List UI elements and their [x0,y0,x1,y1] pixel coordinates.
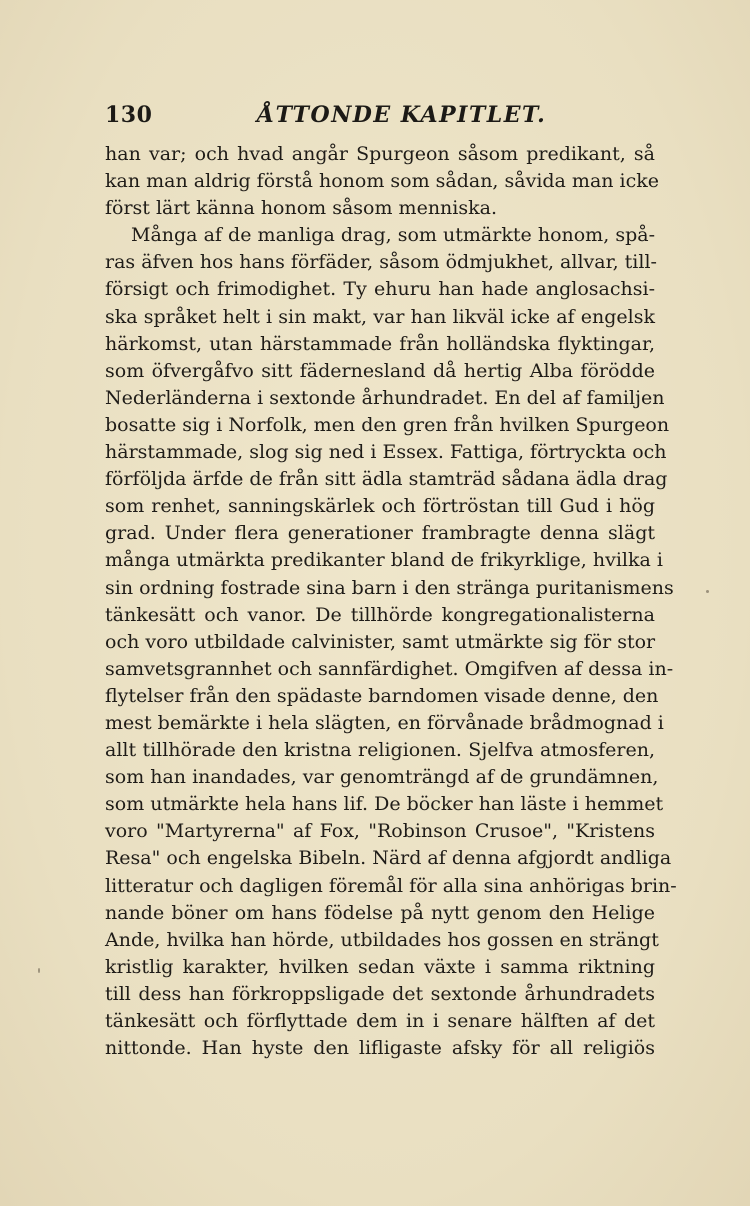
text-line: Många af de manliga drag, som utmärkte honom, spå- [131,224,655,247]
text-line: många utmärkta predikanter bland de frikyrklige, hvilka i [105,549,663,572]
body-text [105,141,677,1062]
text-line: till dess han förkroppsligade det sextonde århundradets [105,982,655,1005]
text-line: flytelser från den spädaste barndomen visade denne, den [105,684,659,707]
text-line: grad. Under flera generationer frambragte denna slägt [105,522,655,545]
text-line: allt tillhörade den kristna religionen. Sjelfva atmosferen, [105,739,655,762]
text-line: nande böner om hans födelse på nytt genom den Helige [105,901,655,924]
text-line: förföljda ärfde de från sitt ädla stamträd sådana ädla drag [105,468,668,491]
text-line: härstammade, slog sig ned i Essex. Fattiga, förtryckta och [105,441,667,464]
text-line: kristlig karakter, hvilken sedan växte i samma riktning [105,955,655,978]
paper-speck [38,968,40,973]
text-line: och voro utbildade calvinister, samt utmärkte sig för stor [105,630,656,653]
text-line: Ande, hvilka han hörde, utbildades hos gossen en strängt [105,928,659,951]
text-line: som renhet, sanningskärlek och förtröstan till Gud i hög [105,495,655,518]
text-line: försigt och frimodighet. Ty ehuru han hade anglosachsi- [105,278,655,301]
text-line: Resa" och engelska Bibeln. Närd af denna afgjordt andliga [105,847,672,870]
text-line: härkomst, utan härstammade från holländska flyktingar, [105,332,655,355]
running-head: ÅTTONDE KAPITLET. [257,102,547,128]
text-line: som öfvergåfvo sitt fäderneslаnd då hertig Alba förödde [105,359,655,382]
text-line: sin ordning fostrade sina barn i den stränga puritanismens [105,576,674,599]
text-line: litteratur och dagligen föremål för alla sina anhörigas brin- [105,874,677,897]
text-line: som utmärkte hela hans lif. De böcker han läste i hemmet [105,793,664,816]
page-number: 130 [105,102,153,128]
text-line: först lärt känna honom såsom menniska. [105,197,497,220]
text-line: samvetsgrannhet och sannfärdighet. Omgifven af dessa in- [105,657,674,680]
paper-speck [706,590,709,593]
text-line: ras äfven hos hans förfäder, såsom ödmjukhet, allvar, till- [105,251,657,274]
text-line: Nederländerna i sextonde århundradet. En del af familjen [105,386,665,409]
text-line: bosatte sig i Norfolk, men den gren från hvilken Spurgeon [105,413,670,436]
text-line: han var; och hvad angår Spurgeon såsom predikant, så [105,143,655,165]
text-line: voro "Martyrerna" af Fox, "Robinson Crusoe", "Kristens [105,820,655,843]
text-line: nittonde. Han hyste den lifligaste afsky för all religiös [105,1037,655,1060]
text-line: ska språket helt i sin makt, var han likväl icke af engelsk [105,305,655,328]
text-line: tänkesätt och vanor. De tillhörde kongregationalisterna [105,603,655,626]
text-line: mest bemärkte i hela slägten, en förvånade brådmognad i [105,711,664,734]
text-line: tänkesätt och förflyttade dem in i senare hälften af det [105,1010,655,1032]
text-line: som han inandades, var genomträngd af de grundämnen, [105,766,659,789]
page-header [105,102,665,134]
text-line: kan man aldrig förstå honom som sådan, såvida man icke [105,170,660,193]
